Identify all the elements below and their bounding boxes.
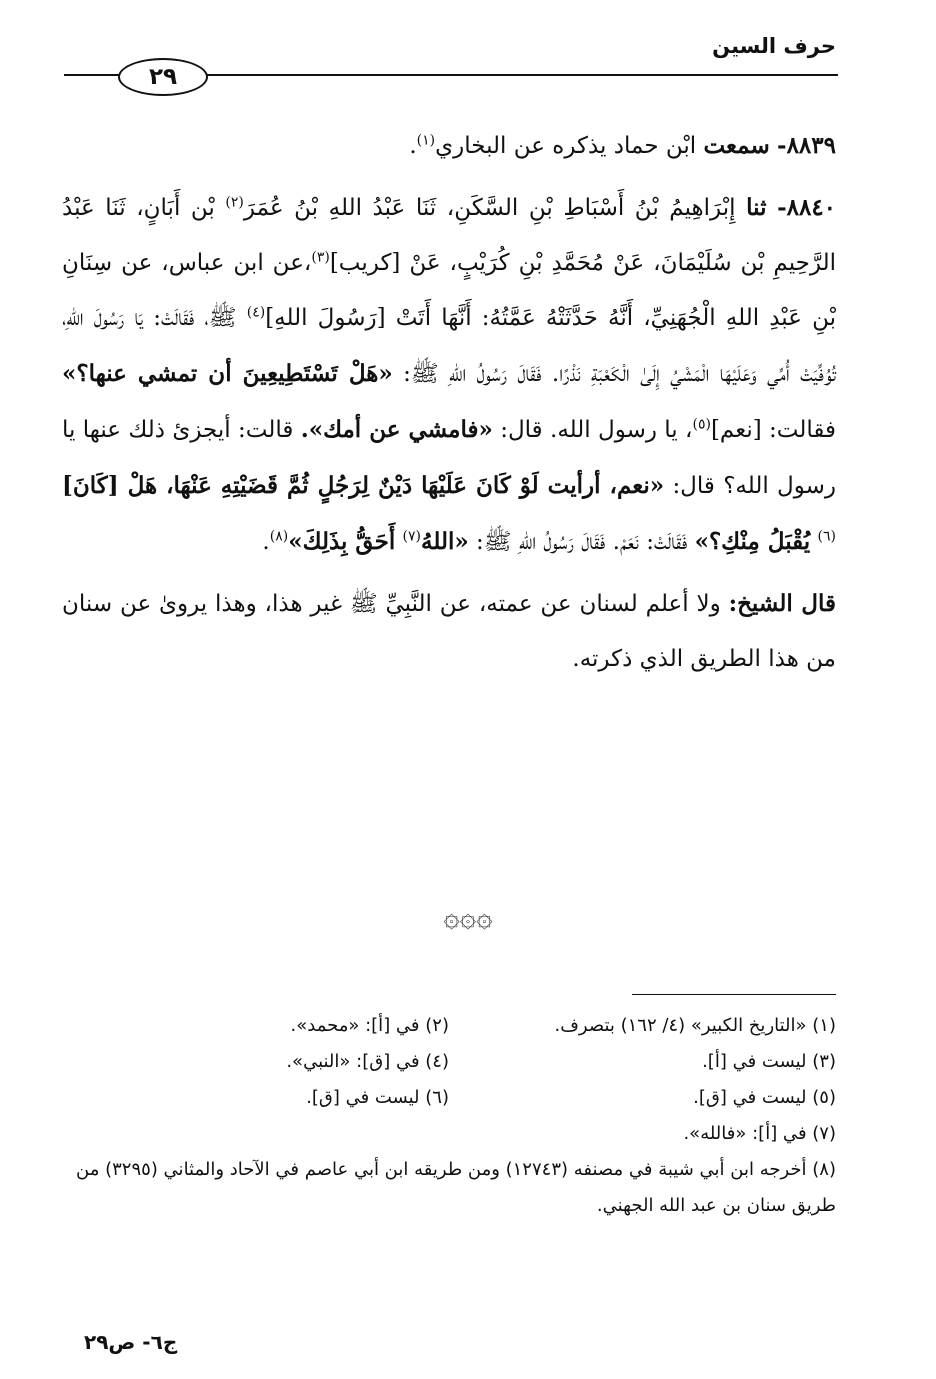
matn-text: ﷺ، فَقَالَتْ: يَا رَسُولَ اللهِ، تُوُفِّيَتْ أُمِّي وَعَلَيْهَا الْمَشْيُ إِلَىٰ الْكَعْبَةِ نَذْرًا. فَقَالَ رَسُولُ اللهِ ﷺ:	[62, 305, 837, 387]
comment-lead: قال الشيخ:	[728, 590, 837, 617]
entry-lead: ثنا	[746, 194, 767, 221]
isnad-text: ،عن ابن عباس، عن سِنَانِ بْنِ عَبْدِ اللهِ الْجُهَنِيِّ، أَنَّهُ حَدَّثَتْهُ عَمَّتُهُ: أَنَّهَا أَتَتْ [رَسُولَ اللهِ]	[62, 250, 837, 331]
entry-end: .	[262, 529, 270, 555]
footnote-6: (٦) ليست في [ق].	[306, 1087, 449, 1108]
footnote-ref: (٦)	[817, 528, 836, 545]
shaykh-comment	[62, 576, 836, 687]
isnad-text: بْن أَبَانٍ، ثَنَا عَبْدُ الرَّحِيمِ بْن سُلَيْمَانَ، عَنْ مُحَمَّدِ بْنِ كُرَيْبٍ، عَنْ [كريب]	[62, 195, 836, 276]
hadith-quote: «نعم، أرأيت لَوْ كَانَ عَلَيْهَا دَيْنٌ لِرَجُلٍ ثُمَّ قَضَيْتِهِ عَنْهَا، هَلْ [كَانَ]	[62, 472, 665, 499]
footnote-rule	[632, 994, 836, 995]
footnotes	[62, 1008, 836, 1224]
entry-8840	[62, 180, 836, 570]
entry-end: .	[409, 133, 417, 159]
matn-text: ، يا رسول الله. قال:	[500, 417, 693, 443]
matn-text: فَقَالَتْ: نَعَمْ. فَقَالَ رَسُولُ اللهِ ﷺ:	[476, 529, 688, 555]
hadith-quote: يُقْبَلُ مِنْكِ؟»	[694, 528, 811, 555]
matn-text: قالت: أيجزئ ذلك عنها يا رسول الله؟ قال:	[62, 417, 836, 499]
entry-number: ٨٨٤٠-	[777, 194, 837, 221]
comment-text: ولا أعلم لسنان عن عمته، عن النَّبِيِّ ﷺ غير هذا، وهذا يروىٰ عن سنان من هذا الطريق الذي ذكرته.	[62, 591, 836, 672]
entry-text: ابْن حماد يذكره عن البخاري	[435, 133, 697, 159]
footnote-3: (٣) ليست في [أ].	[702, 1051, 836, 1072]
footnote-row	[62, 1044, 836, 1080]
footnote-row	[62, 1008, 836, 1044]
footnote-ref: (٣)	[311, 249, 330, 266]
footnote-ref: (١)	[416, 132, 436, 149]
hadith-quote: «فامشي عن أمك».	[300, 416, 493, 443]
entry-number: ٨٨٣٩-	[777, 132, 836, 159]
footnote-2: (٢) في [أ]: «محمد».	[290, 1015, 449, 1036]
hadith-quote: «هَلْ تَسْتَطِيعِينَ أن تمشي عنها؟»	[62, 360, 393, 387]
entry-lead: سمعت	[703, 132, 770, 159]
section-ornament-icon: ۞۞۞	[443, 900, 493, 933]
page-number: ٢٩	[118, 58, 208, 96]
footnote-ref: (٨)	[269, 528, 289, 545]
footnote-5: (٥) ليست في [ق].	[693, 1087, 836, 1108]
footnote-8: (٨) أخرجه ابن أبي شيبة في مصنفه (١٢٧٤٣) ومن طريقه ابن أبي عاصم في الآحاد والمثاني (٣٢٩٥) من طريق سنان بن عبد الله الجهني.	[76, 1159, 836, 1216]
footnote-ref: (٢)	[225, 194, 244, 211]
hadith-quote: «اللهُ	[421, 528, 469, 555]
footnote-7: (٧) في [أ]: «فالله».	[683, 1123, 836, 1144]
entry-8839	[62, 118, 836, 174]
volume-page-signature: ج٦- ص٢٩	[84, 1330, 178, 1354]
footnote-ref: (٤)	[246, 304, 266, 321]
hadith-quote: أَحَقُّ بِذَلِكَ»	[288, 528, 396, 555]
matn-text: فقالت: [نعم]	[710, 417, 837, 443]
isnad-text: إِبْرَاهِيمُ بْنُ أَسْبَاطِ بْنِ السَّكَنِ، ثَنَا عَبْدُ اللهِ بْنُ عُمَرَ	[243, 195, 736, 221]
running-title: حرف السين	[712, 34, 836, 58]
footnote-1: (١) «التاريخ الكبير» (٤/ ١٦٢) بتصرف.	[554, 1015, 836, 1036]
footnote-4: (٤) في [ق]: «النبي».	[286, 1051, 449, 1072]
footnote-row	[62, 1080, 836, 1116]
footnote-ref: (٧)	[402, 528, 422, 545]
main-text	[62, 118, 836, 693]
footnote-ref: (٥)	[692, 416, 711, 433]
